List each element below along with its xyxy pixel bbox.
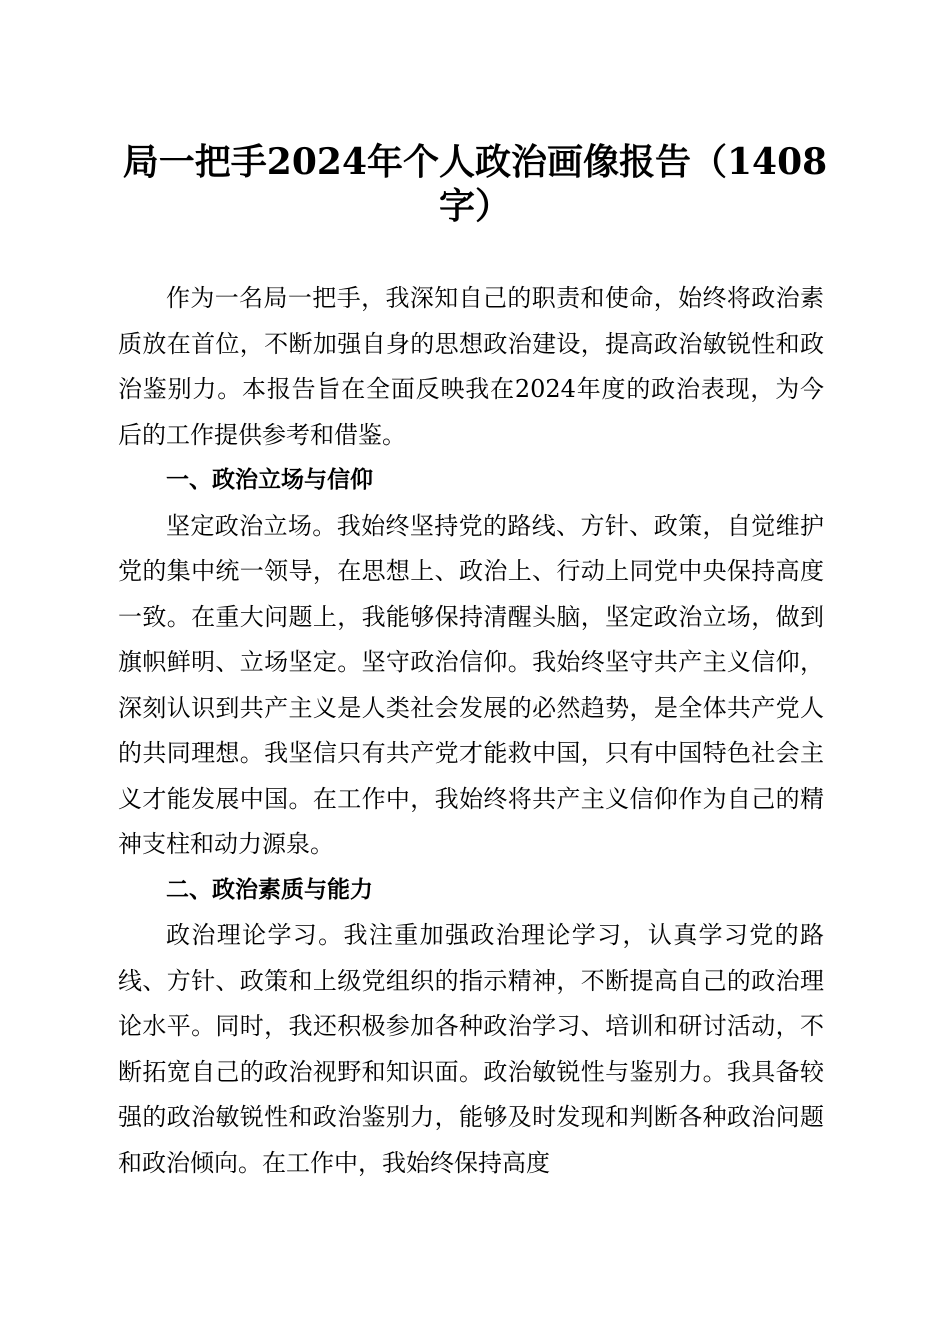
- section-paragraph-1: 坚定政治立场。我始终坚持党的路线、方针、政策，自觉维护党的集中统一领导，在思想上、政治上、行动上同党中央保持高度一致。在重大问题上，我能够保持清醒头脑，坚定政治立场，做到旗帜鲜明、立场坚定。坚守政治信仰。我始终坚守共产主义信仰，深刻认识到共产主义是人类社会发展的必然趋势，是全体共产党人的共同理想。我坚信只有共产党才能救中国，只有中国特色社会主义才能发展中国。在工作中，我始终将共产主义信仰作为自己的精神支柱和动力源泉。: [118, 511, 824, 858]
- section-heading-2: 二、政治素质与能力: [166, 876, 373, 903]
- document-title: 局一把手2024年个人政治画像报告（1408字）: [122, 141, 828, 227]
- section-heading-1: 一、政治立场与信仰: [166, 467, 373, 493]
- intro-paragraph: 作为一名局一把手，我深知自己的职责和使命，始终将政治素质放在首位，不断加强自身的思想政治建设，提高政治敏锐性和政治鉴别力。本报告旨在全面反映我在2024年度的政治表现，为今后的工作提供参考和借鉴。: [118, 284, 824, 449]
- section-paragraph-2: 政治理论学习。我注重加强政治理论学习，认真学习党的路线、方针、政策和上级党组织的指示精神，不断提高自己的政治理论水平。同时，我还积极参加各种政治学习、培训和研讨活动，不断拓宽自己的政治视野和知识面。政治敏锐性与鉴别力。我具备较强的政治敏锐性和政治鉴别力，能够及时发现和判断各种政治问题和政治倾向。在工作中，我始终保持高度: [118, 921, 824, 1177]
- document-body: [118, 276, 824, 1186]
